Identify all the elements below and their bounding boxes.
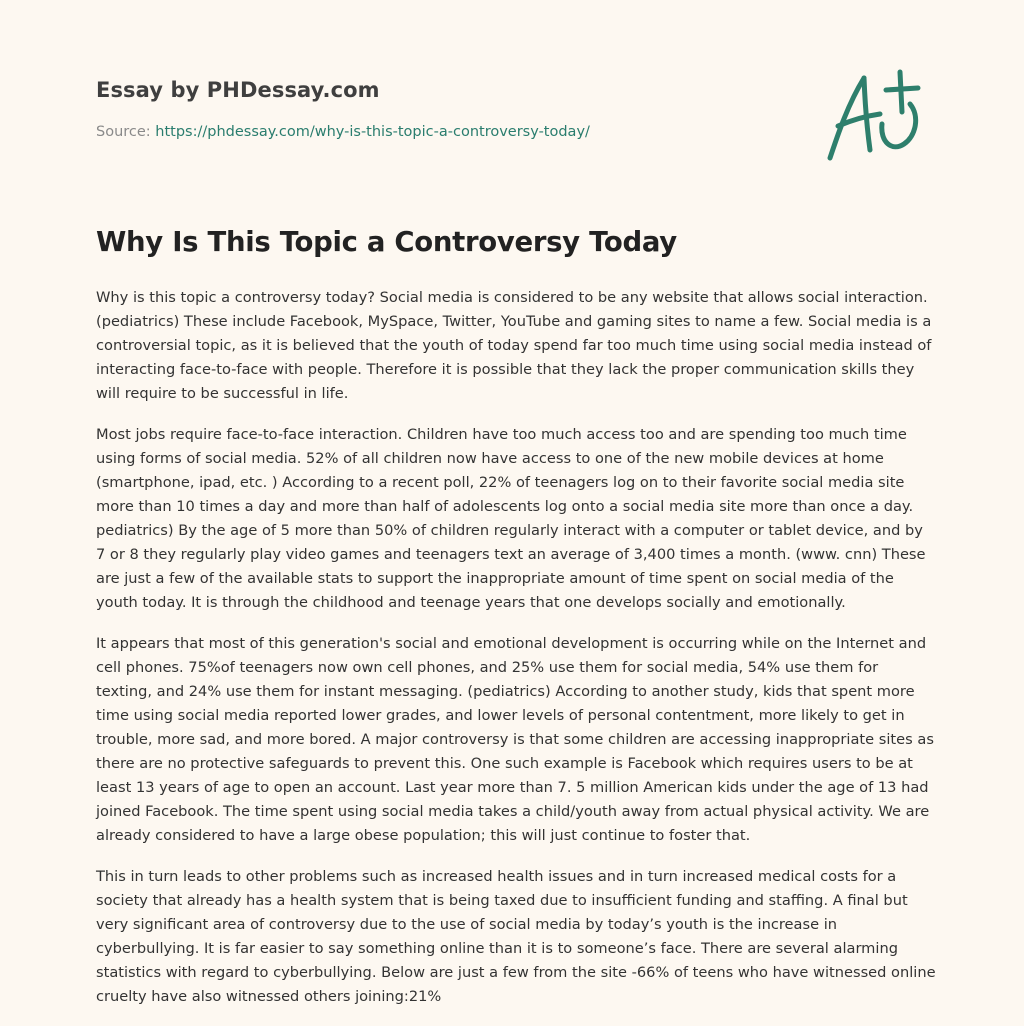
- article-body: [96, 286, 936, 1026]
- article-paragraph: This in turn leads to other problems such as increased health issues and in turn increased medical costs for a society that already has a health system that is being taxed due to insufficient funding and staffing. A final but very significant area of controversy due to the use of social media by today’s youth is the increase in cyberbullying. It is far easier to say something online than it is to someone’s face. There are several alarming statistics with regard to cyberbullying. Below are just a few from the site -66% of teens who have witnessed online cruelty have also witnessed others joining:21%: [96, 868, 936, 1005]
- article-paragraph: It appears that most of this generation's social and emotional development is occurring while on the Internet and cell phones. 75%of teenagers now own cell phones, and 25% use them for social media, 54% use them for texting, and 24% use them for instant messaging. (pediatrics) According to another study, kids that spent more time using social media reported lower grades, and lower levels of personal contentment, more likely to get in trouble, more sad, and more bored. A major controversy is that some children are accessing inappropriate sites as there are no protective safeguards to prevent this. One such example is Facebook which requires users to be at least 13 years of age to open an account. Last year more than 7. 5 million American kids under the age of 13 had joined Facebook. The time spent using social media takes a child/youth away from actual physical activity. We are already considered to have a large obese population; this will just continue to foster that.: [96, 635, 934, 844]
- brand-title: Essay by PHDessay.com: [96, 78, 380, 102]
- article-title: Why Is This Topic a Controversy Today: [96, 226, 677, 258]
- source-link[interactable]: https://phdessay.com/why-is-this-topic-a-controversy-today/: [155, 124, 590, 140]
- a-plus-logo-icon: [818, 64, 934, 168]
- source-label: Source:: [96, 124, 151, 140]
- article-paragraph: Most jobs require face-to-face interaction. Children have too much access too and are spending too much time using forms of social media. 52% of all children now have access to one of the new mobile devices at home (smartphone, ipad, etc. ) According to a recent poll, 22% of teenagers log on to their favorite social media site more than 10 times a day and more than half of adolescents log onto a social media site more than once a day. pediatrics) By the age of 5 more than 50% of children regularly interact with a computer or tablet device, and by 7 or 8 they regularly play video games and teenagers text an average of 3,400 times a month. (www. cnn) These are just a few of the available stats to support the inappropriate amount of time spent on social media of the youth today. It is through the childhood and teenage years that one develops socially and emotionally.: [96, 426, 926, 611]
- article-paragraph: Why is this topic a controversy today? Social media is considered to be any website that allows social interaction. (pediatrics) These include Facebook, MySpace, Twitter, YouTube and gaming sites to name a few. Social media is a controversial topic, as it is believed that the youth of today spend far too much time using social media instead of interacting face-to-face with people. Therefore it is possible that they lack the proper communication skills they will require to be successful in life.: [96, 289, 932, 402]
- source-line: [96, 124, 590, 140]
